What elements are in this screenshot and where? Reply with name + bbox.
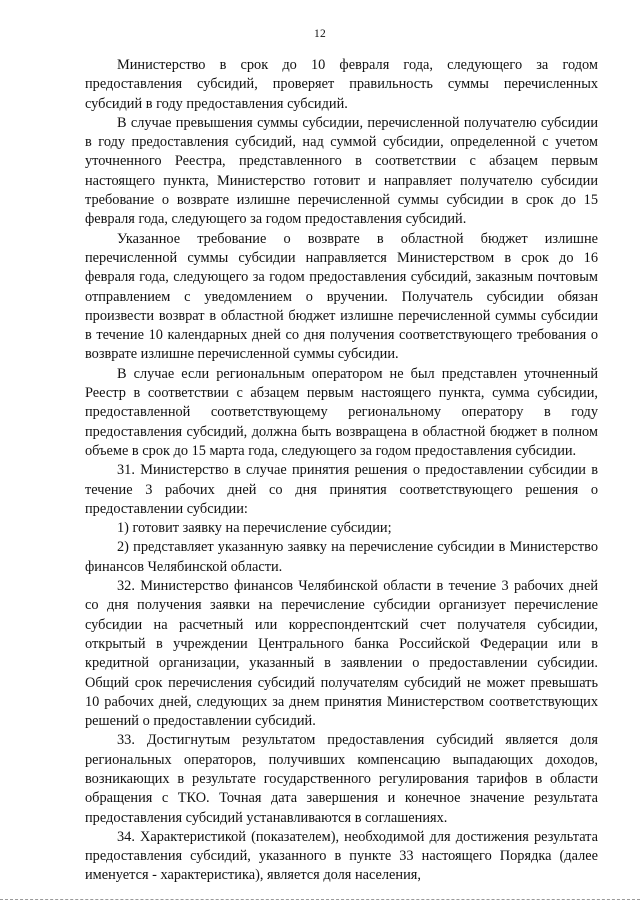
paragraph: 1) готовит заявку на перечисление субсидии; [117, 520, 392, 537]
paragraph: 31. Министерство в случае принятия решения о предоставлении субсидии в течение 3 рабочих дней со дня принятия соответствующего решения о предоставлении субсидии: [85, 462, 598, 517]
paragraph: Министерство в срок до 10 февраля года, следующего за годом предоставления субсидий, проверяет правильность суммы перечисленных субсидий в году предоставления субсидий. [85, 57, 598, 112]
paragraph: 33. Достигнутым результатом предоставления субсидий является доля региональных операторов, получивших компенсацию выпадающих доходов, возникающих в результате государственного регулирования тарифов в области обращения с ТКО. Точная дата завершения и конечное значение результата предоставления субсидий устанавливаются в соглашениях. [85, 732, 598, 826]
page-number: 12 [314, 28, 326, 40]
paragraph: В случае если региональным оператором не был представлен уточненный Реестр в соответствии с абзацем первым настоящего пункта, сумма субсидии, предоставленной соответствующему региональному оператору в году предоставления субсидий, должна быть возвращена в областной бюджет в полном объеме в срок до 15 марта года, следующего за годом предоставления субсидии. [85, 365, 598, 459]
paragraph: Указанное требование о возврате в областной бюджет излишне перечисленной суммы субсидии направляется Министерством в срок до 16 февраля года, следующего за годом предоставления субсидий, заказным почтовым отправлением с уведомлением о вручении. Получатель субсидии обязан произвести возврат в областной бюджет излишне перечисленной суммы субсидии в течение 10 календарных дней со дня получения соответствующего требования о возврате излишне перечисленной суммы субсидии. [85, 230, 598, 363]
paragraph: 34. Характеристикой (показателем), необходимой для достижения результата предоставления субсидий, указанного в пункте 33 настоящего Порядка (далее именуется - характеристика), является доля населения, [85, 828, 598, 884]
paragraph: В случае превышения суммы субсидии, перечисленной получателю субсидии в году предоставления субсидий, над суммой субсидии, определенной с учетом уточненного Реестра, представленного в соответствии с абзацем первым настоящего пункта, Министерство готовит и направляет получателю субсидии требование о возврате излишне перечисленной суммы субсидии в срок до 15 февраля года, следующего за годом предоставления субсидий. [85, 114, 598, 228]
paragraph: 2) представляет указанную заявку на перечисление субсидии в Министерство финансов Челябинской области. [85, 539, 598, 575]
document-body [85, 56, 598, 886]
page-bottom-edge [0, 899, 640, 900]
paragraph: 32. Министерство финансов Челябинской области в течение 3 рабочих дней со дня получения заявки на перечисление субсидии организует перечисление субсидии на расчетный или корреспондентский счет получателя субсидии, открытый в учреждении Центрального банка Российской Федерации или в кредитной организации, указанный в заявлении о предоставлении субсидии. Общий срок перечисления субсидий получателям субсидий не может превышать 10 рабочих дней, следующих за днем принятия Министерством соответствующих решений о предоставлении субсидий. [85, 578, 598, 730]
